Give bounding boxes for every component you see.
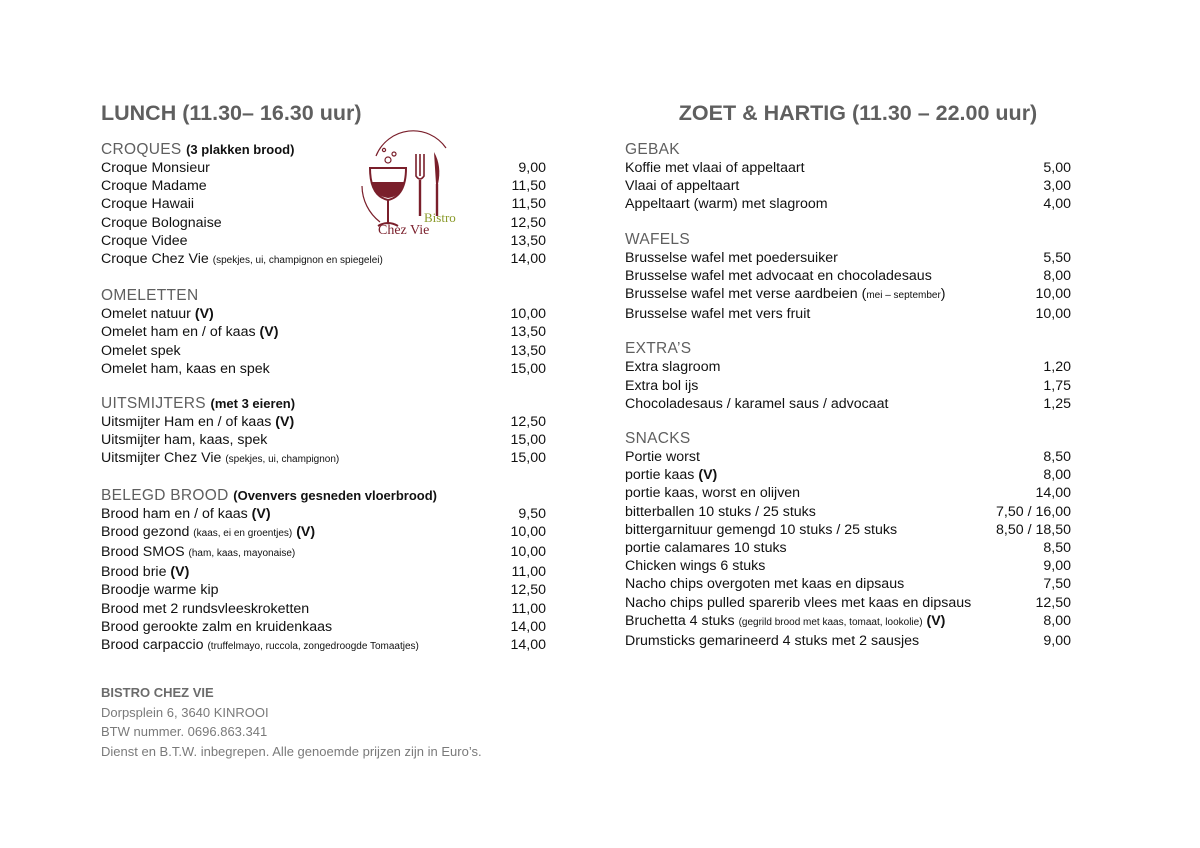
item-name <box>625 377 698 395</box>
item-note: (spekjes, ui, champignon) <box>225 454 340 466</box>
item-price: 15,00 <box>510 432 546 449</box>
vegetarian-badge: (V) <box>194 306 214 323</box>
item-name-text: Brood gezond <box>101 523 194 540</box>
item-name-text: portie kaas, worst en olijven <box>625 485 801 502</box>
item-price: 1,75 <box>1043 377 1071 394</box>
footer-vat: BTW nummer. 0696.863.341 <box>101 724 268 739</box>
item-name <box>625 249 838 267</box>
item-name <box>625 575 904 593</box>
item-price: 15,00 <box>510 360 546 377</box>
menu-item <box>625 177 1071 195</box>
item-price: 8,50 / 18,50 <box>996 521 1071 538</box>
item-name <box>101 305 214 323</box>
menu-item <box>625 575 1071 593</box>
item-name <box>625 177 739 195</box>
item-price: 8,50 <box>1043 540 1071 557</box>
logo-text-chez-vie: Chez Vie <box>378 223 430 238</box>
item-name <box>101 232 188 250</box>
item-price: 8,50 <box>1043 449 1071 466</box>
item-price: 8,00 <box>1043 467 1071 484</box>
item-name-text: Brusselse wafel met vers fruit <box>625 306 811 323</box>
vegetarian-badge: (V) <box>251 505 271 522</box>
footer-note: Dienst en B.T.W. inbegrepen. Alle genoemde prijzen zijn in Euro’s. <box>101 743 482 759</box>
vegetarian-badge: (V) <box>170 564 190 581</box>
item-price: 12,50 <box>510 214 546 231</box>
item-name-text: Appeltaart (warm) met slagroom <box>625 196 828 213</box>
item-name <box>625 285 946 305</box>
item-name <box>625 503 816 521</box>
item-price: 4,00 <box>1043 196 1071 213</box>
lunch-sections <box>101 140 546 656</box>
menu-section <box>101 486 546 657</box>
item-price: 14,00 <box>510 251 546 268</box>
item-price: 12,50 <box>510 582 546 599</box>
item-name <box>101 360 270 378</box>
item-price: 12,50 <box>510 414 546 431</box>
item-name-text: Omelet natuur <box>101 306 195 323</box>
item-name-text: Bruchetta 4 stuks <box>625 612 739 629</box>
item-name <box>101 505 271 523</box>
menu-item <box>101 177 546 195</box>
menu-item <box>101 581 546 599</box>
menu-item <box>625 612 1071 632</box>
item-note: (gegrild brood met kaas, tomaat, lookolie) <box>738 616 923 628</box>
item-price: 7,50 / 16,00 <box>996 503 1071 520</box>
item-price: 3,00 <box>1043 178 1071 195</box>
menu-item <box>101 523 546 543</box>
menu-item <box>625 159 1071 177</box>
item-price: 9,50 <box>518 505 546 522</box>
item-price: 10,00 <box>510 306 546 323</box>
menu-section <box>625 429 1071 650</box>
menu-section <box>625 140 1071 214</box>
menu-item <box>101 232 546 250</box>
item-price: 11,00 <box>511 564 546 581</box>
footer-address: Dorpsplein 6, 3640 KINROOI <box>101 704 269 720</box>
menu-item <box>101 323 546 341</box>
item-name-text: Omelet ham, kaas en spek <box>101 360 270 377</box>
item-name-text: Extra slagroom <box>625 359 721 376</box>
item-name <box>101 563 189 581</box>
item-name-text: Extra bol ijs <box>625 377 699 394</box>
menu-item <box>625 557 1071 575</box>
item-name <box>625 466 717 484</box>
item-name-text: Chocoladesaus / karamel saus / advocaat <box>625 395 889 412</box>
item-name-text: Portie worst <box>625 449 700 466</box>
section-title: BELEGD BROOD <box>101 486 229 504</box>
item-name-text: Brood met 2 rundsvleeskroketten <box>101 600 310 617</box>
item-price: 11,50 <box>511 196 546 213</box>
item-price: 10,00 <box>510 523 546 540</box>
section-title: GEBAK <box>625 141 680 158</box>
menu-item <box>625 305 1071 323</box>
section-title: CROQUES <box>101 141 182 158</box>
menu-item <box>101 250 546 270</box>
section-title: EXTRA’S <box>625 340 692 358</box>
item-price: 13,50 <box>510 232 546 249</box>
menu-item <box>101 563 546 581</box>
item-name-text: bitterballen 10 stuks / 25 stuks <box>625 503 816 520</box>
menu-item <box>101 413 546 431</box>
item-price: 10,00 <box>1035 306 1071 323</box>
item-name-text: Croque Madame <box>101 178 207 195</box>
item-price: 13,50 <box>510 342 546 359</box>
menu-item <box>101 600 546 618</box>
menu-item <box>101 342 546 360</box>
item-name <box>625 305 810 323</box>
menu-item <box>625 594 1071 612</box>
item-note: (spekjes, ui, champignon en spiegelei) <box>212 255 383 267</box>
item-name <box>625 267 932 285</box>
menu-item <box>101 159 546 177</box>
menu-item <box>625 285 1071 305</box>
item-price: 11,00 <box>511 600 546 617</box>
footer-business-name: BISTRO CHEZ VIE <box>101 685 214 700</box>
item-price: 5,00 <box>1043 160 1071 176</box>
item-name <box>101 177 207 195</box>
menu-item <box>625 395 1071 413</box>
menu-item <box>101 618 546 636</box>
item-name-text: bittergarnituur gemengd 10 stuks / 25 stuks <box>625 521 898 538</box>
item-name <box>101 250 383 270</box>
item-name <box>101 413 294 431</box>
item-note: (truffelmayo, ruccola, zongedroogde Tomaatjes) <box>207 641 419 653</box>
item-name-text: portie kaas <box>625 467 699 484</box>
section-subtitle: (Ovenvers gesneden vloerbrood) <box>233 487 437 503</box>
item-name-text: portie calamares 10 stuks <box>625 540 787 557</box>
menu-item <box>625 466 1071 484</box>
item-name-text: Uitsmijter Ham en / of kaas <box>101 414 276 431</box>
menu-item <box>625 632 1071 650</box>
menu-item <box>625 377 1071 395</box>
item-note: mei – september <box>866 290 941 302</box>
item-price: 11,50 <box>511 178 546 195</box>
menu-item <box>625 503 1071 521</box>
item-name-text: Croque Bolognaise <box>101 214 222 231</box>
item-name <box>101 159 210 177</box>
item-name <box>101 214 222 232</box>
section-heading <box>625 230 1071 249</box>
item-name-text: Drumsticks gemarineerd 4 stuks met 2 sausjes <box>625 633 920 650</box>
menu-item <box>101 195 546 213</box>
item-name <box>101 543 295 563</box>
item-name <box>625 195 828 213</box>
lunch-title: LUNCH (11.30– 16.30 uur) <box>101 101 362 125</box>
item-name-text: Vlaai of appeltaart <box>625 178 740 195</box>
item-name <box>101 431 267 449</box>
zoet-sections <box>625 140 1071 650</box>
section-subtitle: (3 plakken brood) <box>186 142 295 157</box>
section-heading <box>101 486 546 505</box>
menu-item <box>101 636 546 656</box>
item-price: 7,50 <box>1043 576 1071 593</box>
item-name <box>101 323 278 341</box>
item-name <box>625 612 945 632</box>
item-name <box>101 581 219 599</box>
item-name <box>101 342 181 360</box>
menu-item <box>625 539 1071 557</box>
item-name <box>625 521 897 539</box>
item-name-text: Brusselse wafel met advocaat en chocoladesaus <box>625 267 932 284</box>
item-name-text: Brood gerookte zalm en kruidenkaas <box>101 618 333 635</box>
item-price: 9,00 <box>518 160 546 176</box>
item-name <box>101 636 419 656</box>
item-price: 14,00 <box>510 637 546 654</box>
item-name-text: Brusselse wafel met verse aardbeien ( <box>625 286 867 303</box>
item-price: 8,00 <box>1043 612 1071 629</box>
item-name <box>625 557 765 575</box>
item-name <box>101 600 309 618</box>
section-heading <box>101 140 546 159</box>
item-name <box>625 632 919 650</box>
item-price: 5,50 <box>1043 249 1071 266</box>
item-price: 15,00 <box>510 450 546 467</box>
item-price: 12,50 <box>1035 594 1071 611</box>
zoet-hartig-title: ZOET & HARTIG (11.30 – 22.00 uur) <box>678 101 1038 125</box>
item-price: 8,00 <box>1043 267 1071 284</box>
item-name-text: Brusselse wafel met poedersuiker <box>625 249 838 266</box>
item-name <box>625 539 787 557</box>
item-name <box>625 159 805 177</box>
lunch-column <box>101 100 546 672</box>
item-name-text: Brood SMOS <box>101 544 189 561</box>
section-heading <box>101 286 546 305</box>
menu-section <box>625 230 1071 324</box>
section-title: OMELETTEN <box>101 287 199 305</box>
section-heading <box>625 140 1071 159</box>
item-name-text: Croque Chez Vie <box>101 251 213 268</box>
item-name <box>101 449 339 469</box>
item-price: 10,00 <box>1035 286 1071 303</box>
menu-item <box>625 448 1071 466</box>
item-name <box>101 195 194 213</box>
section-title: SNACKS <box>625 430 691 448</box>
menu-item <box>101 360 546 378</box>
vegetarian-badge: (V) <box>275 414 295 431</box>
item-name-text: Brood ham en / of kaas <box>101 505 252 522</box>
item-name <box>101 523 315 543</box>
item-name <box>625 484 800 502</box>
section-title: WAFELS <box>625 230 690 248</box>
item-name <box>625 395 888 413</box>
item-name <box>101 618 332 636</box>
section-heading <box>625 339 1071 358</box>
item-name <box>625 448 700 466</box>
vegetarian-badge: (V) <box>698 467 718 484</box>
menu-item <box>625 249 1071 267</box>
item-name-text: Croque Videe <box>101 232 188 249</box>
logo-text-bistro: Bistro <box>424 210 456 225</box>
item-name-text: Uitsmijter ham, kaas, spek <box>101 432 268 449</box>
item-name-text: Nacho chips pulled sparerib vlees met kaas en dipsaus <box>625 594 972 611</box>
menu-item <box>625 484 1071 502</box>
item-note: (ham, kaas, mayonaise) <box>188 548 296 560</box>
item-name-text: Koffie met vlaai of appeltaart <box>625 160 805 176</box>
vegetarian-badge: (V) <box>922 612 946 629</box>
item-name-text: Chicken wings 6 stuks <box>625 558 766 575</box>
item-price: 14,00 <box>1035 485 1071 502</box>
item-name-text: Brood carpaccio <box>101 637 208 654</box>
menu-item <box>101 305 546 323</box>
menu-item <box>101 431 546 449</box>
menu-item <box>625 358 1071 376</box>
item-price: 1,25 <box>1043 395 1071 412</box>
vegetarian-badge: (V) <box>292 523 316 540</box>
item-name <box>625 594 971 612</box>
menu-section <box>101 286 546 378</box>
item-name <box>625 358 720 376</box>
menu-section <box>625 339 1071 413</box>
vegetarian-badge: (V) <box>259 324 279 341</box>
menu-item <box>101 543 546 563</box>
item-name-text: Brood brie <box>101 564 171 581</box>
menu-section <box>101 394 546 470</box>
menu-item <box>101 505 546 523</box>
section-subtitle: (met 3 eieren) <box>210 396 296 412</box>
item-note: (kaas, ei en groentjes) <box>193 527 293 539</box>
menu-item <box>101 449 546 469</box>
item-name-text: Croque Hawaii <box>101 196 195 213</box>
menu-item <box>625 195 1071 213</box>
item-price: 14,00 <box>510 618 546 635</box>
zoet-hartig-column <box>625 100 1071 666</box>
item-price: 13,50 <box>510 324 546 341</box>
item-name-text: Omelet ham en / of kaas <box>101 324 260 341</box>
menu-section <box>101 140 546 270</box>
item-price: 1,20 <box>1043 359 1071 376</box>
item-price: 10,00 <box>510 544 546 561</box>
item-price: 9,00 <box>1043 633 1071 650</box>
bistro-logo-icon <box>358 126 458 241</box>
item-name-text: Omelet spek <box>101 342 181 359</box>
item-name-text: Broodje warme kip <box>101 582 219 599</box>
item-name-tail: ) <box>940 286 946 303</box>
item-price: 9,00 <box>1043 558 1071 575</box>
section-heading <box>625 429 1071 448</box>
section-heading <box>101 394 546 413</box>
menu-item <box>625 267 1071 285</box>
item-name-text: Nacho chips overgoten met kaas en dipsaus <box>625 576 905 593</box>
item-name-text: Croque Monsieur <box>101 160 210 176</box>
footer <box>101 683 482 761</box>
menu-item <box>625 521 1071 539</box>
menu-item <box>101 214 546 232</box>
item-name-text: Uitsmijter Chez Vie <box>101 450 226 467</box>
section-title: UITSMIJTERS <box>101 395 206 413</box>
